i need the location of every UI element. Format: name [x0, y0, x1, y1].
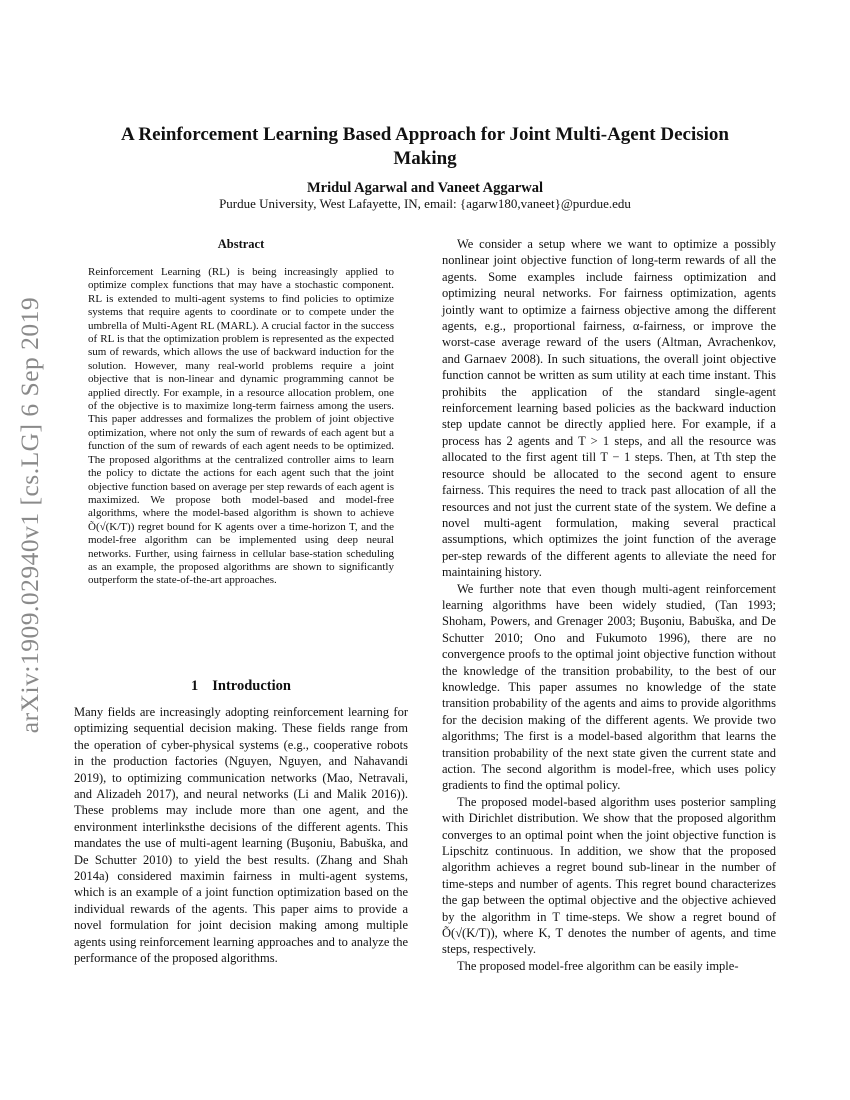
arxiv-margin-stamp [6, 275, 54, 755]
section-title: Introduction [212, 678, 291, 694]
intro-paragraph: Many fields are increasingly adopting reinforcement learning for optimizing sequential decision making. These fields range from the operation of cyber-physical systems (e.g., cooperative robots in the production factories (Nguyen, Nguyen, and Nahavandi 2019), to optimizing communication networks (Mao, Netravali, and Alizadeh 2017), and neural networks (Li and Malik 2016)). These problems may include more than one agent, and the environment interlinksthe decisions of the different agents. This mandates the use of multi-agent learning (Buşoniu, Babuška, and De Schutter 2010) to yield the best results. (Zhang and Shah 2014a) considered maximin fairness in multi-agent systems, which is an example of a joint function optimization based on the individual rewards of the agents. This paper aims to provide a novel formulation for joint decision making among multiple agents using reinforcement learning approaches and to analyze the performance of the proposed algorithms. [74, 705, 408, 966]
section-heading [74, 678, 408, 695]
body-paragraph: We further note that even though multi-agent reinforcement learning algorithms have been widely studied, (Tan 1993; Shoham, Powers, and Grenager 2003; Buşoniu, Babuška, and De Schutter 2010; Ono and Fukumoto 1996), there are no convergence proofs to the optimal joint objective function without the knowledge of the transition probability, to the best of our knowledge. This paper assumes no knowledge of the state transition probability of the agents and aims to provide algorithms for the decision making of the different agents. We provide two algorithms; The first is a model-based algorithm that learns the transition probability of the next state given the current state and action. The second algorithm is model-free, which uses policy gradients to find the optimal policy. [442, 581, 776, 793]
arxiv-identifier: arXiv:1909.02940v1 [cs.LG] 6 Sep 2019 [15, 296, 44, 734]
paper-title: A Reinforcement Learning Based Approach for Joint Multi-Agent Decision Making [121, 124, 729, 169]
right-column [442, 236, 776, 974]
abstract-heading: Abstract [217, 237, 265, 251]
section-number: 1 [191, 678, 199, 694]
paper-authors: Mridul Agarwal and Vaneet Aggarwal [306, 180, 544, 196]
body-paragraph: The proposed model-based algorithm uses posterior sampling with Dirichlet distribution. We show that the proposed algorithm converges to an optimal point when the joint objective function is Lipschitz continuous. In addition, we show that the proposed algorithm achieves a regret bound sub-linear in the number of time-steps and number of agents. This regret bound characterizes the gap between the optimal objective and the objective achieved by the algorithm in T time-steps. We show a regret bound of Õ(√(K/T)), where K, T denotes the number of agents, and time steps, respectively. [442, 794, 776, 957]
abstract-text: Reinforcement Learning (RL) is being increasingly applied to optimize complex functions that may have a stochastic component. RL is extended to multi-agent systems to find policies to optimize systems that require agents to coordinate or to compete under the umbrella of Multi-Agent RL (MARL). A crucial factor in the success of RL is that the optimization problem is represented as the expected sum of rewards, which allows the use of backward induction for the solution. However, many real-world problems require a joint objective that is non-linear and dynamic programming cannot be applied directly. For example, in a resource allocation problem, one of the objective is to maximize long-term fairness among the users. This paper addresses and formalizes the problem of joint objective optimization, where not only the sum of rewards of each agent but a function of the sum of rewards of each agent needs to be optimized. The proposed algorithms at the centralized controller aims to learn the policy to dictate the actions for each agent such that the joint objective function based on average per step rewards of each agent is maximized. We propose both model-based and model-free algorithms, where the model-based algorithm is shown to achieve Õ(√(K/T)) regret bound for K agents over a time-horizon T, and the model-free algorithm can be implemented using deep neural networks. Further, using fairness in cellular base-station scheduling as an example, the proposed algorithms are shown to significantly outperform the state-of-the-art approaches. [88, 266, 394, 587]
body-paragraph: The proposed model-free algorithm can be easily imple- [457, 958, 739, 973]
paper-affiliation: Purdue University, West Lafayette, IN, email: {agarw180,vaneet}@purdue.edu [219, 196, 631, 211]
body-paragraph: We consider a setup where we want to optimize a possibly nonlinear joint objective function of long-term rewards of all the agents. Some examples include fairness optimization and optimizing neural networks. For fairness optimization, agents jointly want to optimize a fairness objective among the different agents, e.g., proportional fairness, α-fairness, or improve the worst-case average reward of the users (Altman, Avrachenkov, and Garnaev 2008). In such situations, the overall joint objective function cannot be written as sum utility at each time instant. This prohibits the application of the standard single-agent reinforcement learning based policies as the backward induction step update cannot be directly applied here. For example, if a process has 2 agents and T > 1 steps, and all the resource was allocated to the first agent till T − 1 steps. Then, at Tth step the resource should be allocated to the second agent to ensure fairness. This requires the need to track past allocation of all the resources and not just the current state of the system. We define a novel multi-agent formulation, making several practical assumptions, which optimizes the joint function of the average per-step rewards of the different agents to alleviate the need for maintaining history. [442, 237, 776, 580]
